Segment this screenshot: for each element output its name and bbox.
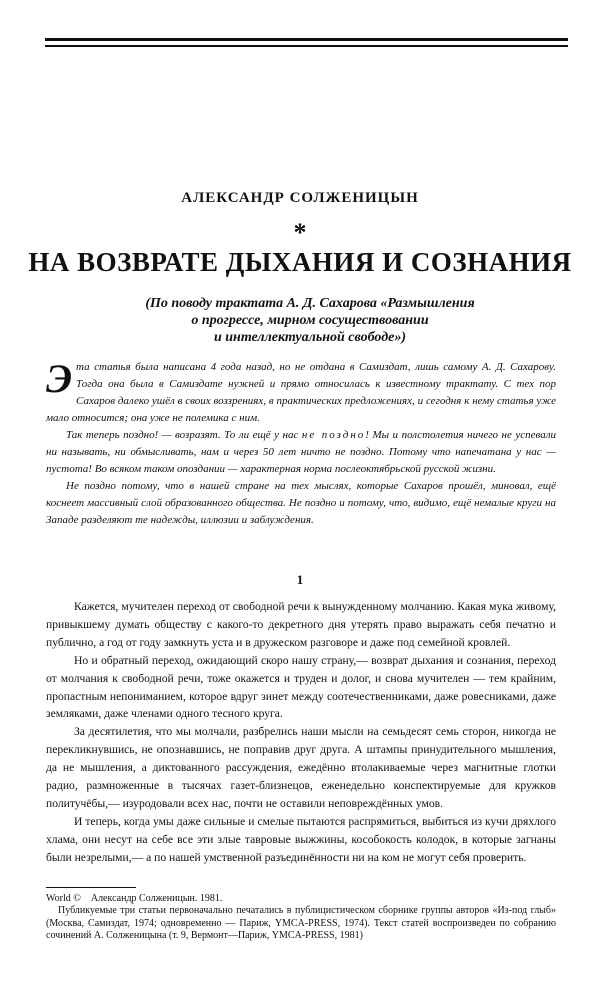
preface-paragraph	[46, 356, 556, 427]
preface-paragraph: Не поздно потому, что в нашей стране на тех мыслях, которые Сахаров прошёл, миновал, ещё коснеет массивный слой образованного общества. Не поздно и потому, что, видимо, ещё немалые круги на Западе разделяют те надежды, иллюзии и заблуждения.	[46, 480, 556, 526]
preface-text: ! Мы и полстолетия ничего не успевали ни называть, ни обмысливать, нам и через 50 лет ничто не поздно. Потому что напечатана у нас — пустота! Во всяком таком опоздании — характерная норма послеоктябрьской русской жизни.	[46, 429, 557, 475]
subtitle	[110, 295, 510, 346]
top-rule-thick	[45, 38, 568, 41]
footnote-text: Публикуемые три статьи первоначально печатались в публицистическом сборнике группы авторов «Из-под глыб» (Москва, Самиздат, 1974; одновременно — Париж, YMCA-PRESS, 1974). Текст статей воспроизведен по собранию сочинений А. Солженицына (т. 9, Вермонт—Париж, YMCA-PRESS, 1981)	[46, 905, 556, 942]
body-paragraph: Но и обратный переход, ожидающий скоро нашу страну,— возврат дыхания и сознания, переход от молчания к свободной речи, тоже окажется и труден и долог, и снова мучителен — тем крайним, пропастным непониманием, которое вдруг зинет между соотечественниками, даже ровесниками, даже земляками, даже членами одного тесного круга.	[46, 653, 556, 721]
footnote-rule	[46, 887, 136, 888]
footnote	[46, 893, 556, 943]
copyright-mark: World ©	[46, 893, 81, 904]
copyright-line	[46, 893, 556, 905]
subtitle-line: (По поводу трактата А. Д. Сахарова «Размышления	[145, 296, 475, 311]
body-paragraph: За десятилетия, что мы молчали, разбрелись наши мысли на семьдесят семь сторон, никогда не перекликнувшись, не опознавшись, не поправив друг друга. А штампы принудительного мышления, да не мышления, а диктованного рассуждения, ежедённо втолакиваемые через магнитные глотки радио, размноженные в тысячах газет-близнецов, еженедельно конспектируемые для кружков политучёбы,— изуродовали всех нас, почти не оставили неповреждённых умов.	[46, 725, 556, 810]
preface-paragraph	[46, 427, 556, 478]
page-title: НА ВОЗВРАТЕ ДЫХАНИЯ И СОЗНАНИЯ	[28, 247, 572, 277]
author-name: АЛЕКСАНДР СОЛЖЕНИЦЫН	[181, 190, 419, 206]
body-text	[46, 598, 556, 867]
subtitle-line: о прогрессе, мирном сосуществовании	[191, 313, 429, 328]
body-paragraph: Кажется, мучителен переход от свободной речи к вынужденному молчанию. Какая мука живому, привыкшему думать обществу с какого-то декретного дня утерять право выражать себя печатно и публично, а год от году замкнуть уста и в дружеском разговоре и даже под семейной кровлей.	[46, 600, 556, 649]
preface	[46, 356, 557, 529]
subtitle-line: и интеллектуальной свободе»)	[213, 330, 407, 345]
preface-emphasis: не поздно	[301, 429, 366, 441]
copyright-text: Александр Солженицын. 1981.	[90, 893, 223, 904]
asterisk-ornament: *	[293, 218, 307, 247]
section-number: 1	[296, 572, 304, 587]
top-rule-thin	[45, 45, 568, 47]
body-paragraph: И теперь, когда умы даже сильные и смелые пытаются распрямиться, выбиться из кучи дряхлого хлама, они несут на себе все эти злые тавровые выжжины, кособокость колодок, в которые загнаны были незрелыми,— а по нашей умственной разъединённости ни на ком не могут себя проверить.	[46, 814, 556, 864]
preface-text: та статья была написана 4 года назад, но не отдана в Самиздат, лишь самому А. Д. Сахарову. Тогда она была в Самиздате нужней и прямо относилась к известному трактату. С тех пор Сахаров далеко ушёл в своих воззрениях, в практических предложениях, и сегодня к нему статья уже мало относится; она уже не полемика с ним.	[46, 361, 556, 424]
preface-text: Так теперь поздно! — возразят. То ли ещё у нас	[66, 429, 299, 441]
drop-cap: Э	[46, 356, 73, 401]
